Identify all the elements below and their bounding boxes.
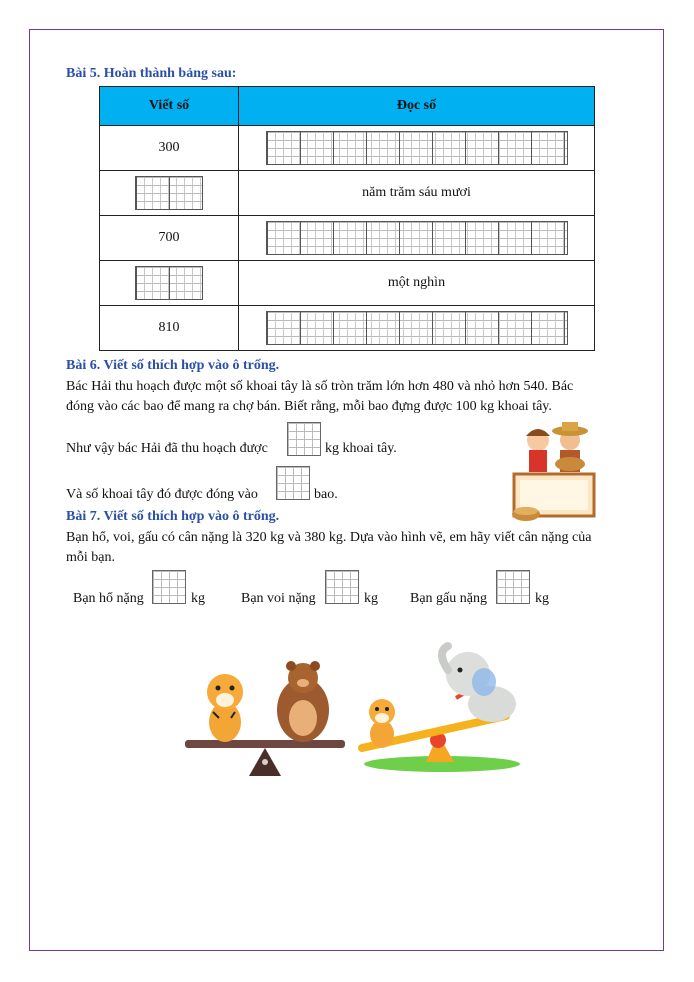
bear-answer-box[interactable] <box>496 570 530 604</box>
bai6-heading: Bài 6. Viết số thích hợp vào ô trống. <box>66 358 280 373</box>
elephant-label: Bạn voi nặng <box>241 591 316 606</box>
write-cell[interactable] <box>100 171 239 216</box>
table-row <box>100 171 595 216</box>
read-cell[interactable] <box>239 306 595 351</box>
answer-grid[interactable] <box>266 221 568 255</box>
read-cell: năm trăm sáu mươi <box>239 171 595 216</box>
tiger-label: Bạn hổ nặng <box>73 591 144 606</box>
table-header-row <box>100 87 595 126</box>
bai6-text-line1: Bác Hải thu hoạch được một số khoai tây là số tròn trăm lớn hơn 480 và nhỏ hơn 540. Bác <box>66 379 574 394</box>
bear-label: Bạn gấu nặng <box>410 591 487 606</box>
bai7-heading: Bài 7. Viết số thích hợp vào ô trống. <box>66 509 280 524</box>
bai6-q2-answer-box[interactable] <box>276 466 310 500</box>
bai6-q1-answer-box[interactable] <box>287 422 321 456</box>
bai6-q2-unit: bao. <box>314 487 338 502</box>
write-cell: 300 <box>100 126 239 171</box>
bai5-heading: Bài 5. Hoàn thành bảng sau: <box>66 66 237 81</box>
answer-grid[interactable] <box>266 131 568 165</box>
bai6-q1-text: Như vậy bác Hải đã thu hoạch được <box>66 441 268 456</box>
elephant-answer-box[interactable] <box>325 570 359 604</box>
write-cell: 700 <box>100 216 239 261</box>
tiger-elephant-seesaw-illustration <box>356 640 528 776</box>
bai6-q1-unit: kg khoai tây. <box>325 441 397 456</box>
tiger-unit: kg <box>191 591 205 606</box>
bai7-text-line1: Bạn hổ, voi, gấu có cân nặng là 320 kg và 380 kg. Dựa vào hình vẽ, em hãy viết cân nặng của <box>66 530 592 545</box>
table-row <box>100 306 595 351</box>
col-write-header: Viết số <box>100 87 239 126</box>
bai6-q2-text: Và số khoai tây đó được đóng vào <box>66 487 258 502</box>
bai7-text-line2: mỗi bạn. <box>66 550 115 565</box>
write-cell[interactable] <box>100 261 239 306</box>
bai6-text-line2: đóng vào các bao để mang ra chợ bán. Biết rằng, mỗi bao đựng được 100 kg khoai tây. <box>66 399 552 414</box>
table-row <box>100 216 595 261</box>
table-row <box>100 126 595 171</box>
answer-grid[interactable] <box>135 176 203 210</box>
answer-grid[interactable] <box>135 266 203 300</box>
read-cell: một nghìn <box>239 261 595 306</box>
table-row <box>100 261 595 306</box>
bai5-table <box>99 86 595 351</box>
tiger-answer-box[interactable] <box>152 570 186 604</box>
elephant-unit: kg <box>364 591 378 606</box>
potato-sellers-illustration <box>508 418 600 524</box>
col-read-header: Đọc số <box>239 87 595 126</box>
read-cell[interactable] <box>239 216 595 261</box>
answer-grid[interactable] <box>266 311 568 345</box>
read-cell[interactable] <box>239 126 595 171</box>
bear-unit: kg <box>535 591 549 606</box>
write-cell: 810 <box>100 306 239 351</box>
tiger-bear-seesaw-illustration <box>183 656 347 780</box>
